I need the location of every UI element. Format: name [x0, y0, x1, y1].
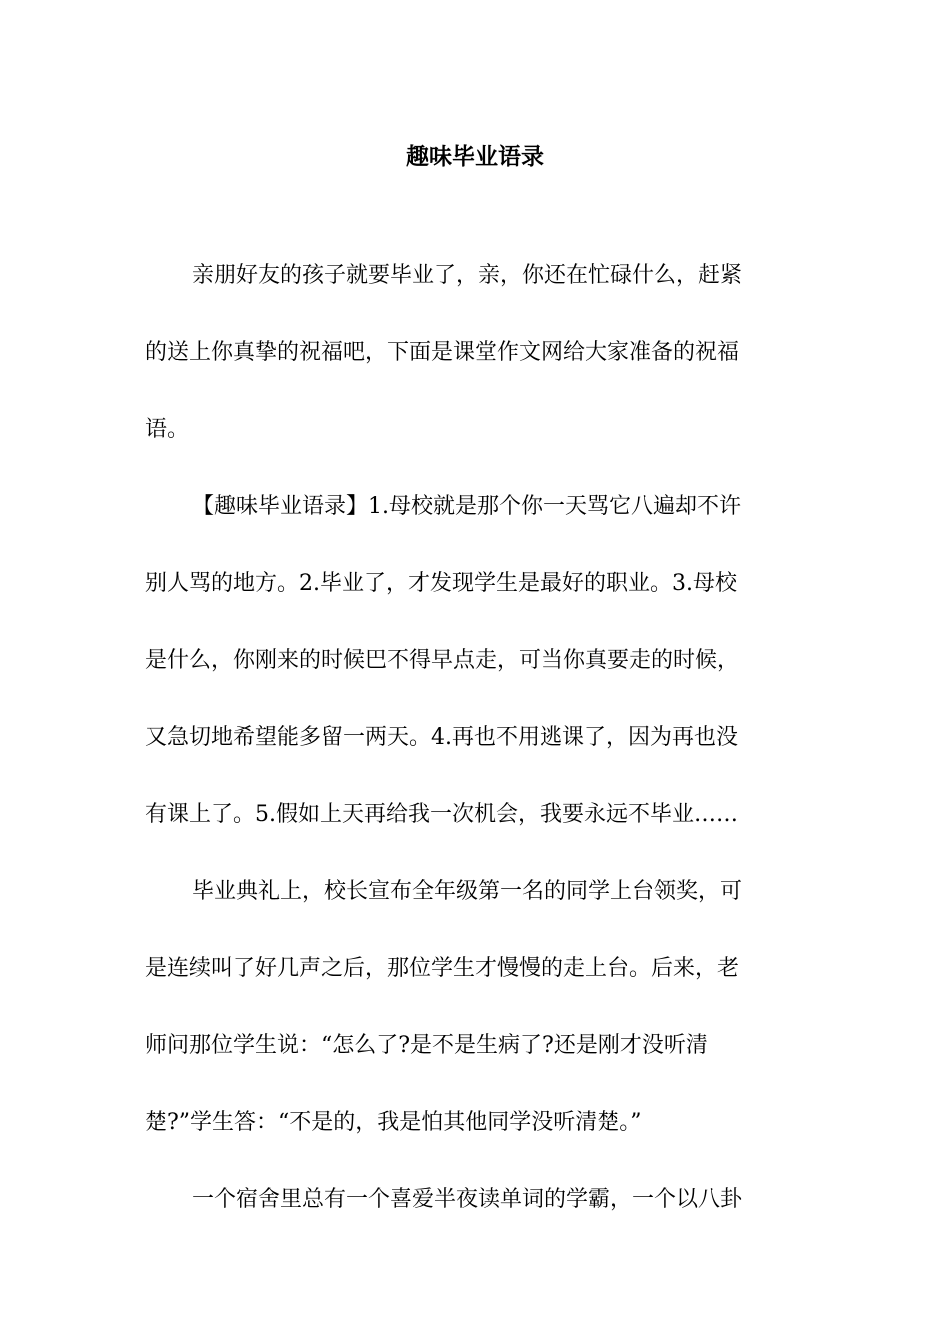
paragraph-1 [145, 258, 807, 451]
paragraph-line: 毕业典礼上，校长宣布全年级第一名的同学上台领奖，可 [192, 879, 743, 904]
document-title: 趣味毕业语录 [406, 144, 544, 170]
paragraph-line: 语。 [145, 417, 190, 442]
document-body [145, 258, 807, 1259]
paragraph-line: 的送上你真挚的祝福吧，下面是课堂作文网给大家准备的祝福 [145, 340, 740, 365]
paragraph-line: 亲朋好友的孩子就要毕业了，亲，你还在忙碌什么，赶紧 [192, 263, 743, 288]
paragraph-line: 一个宿舍里总有一个喜爱半夜读单词的学霸，一个以八卦 [192, 1187, 743, 1212]
paragraph-3 [145, 874, 807, 1144]
paragraph-line: 别人骂的地方。2.毕业了，才发现学生是最好的职业。3.母校 [145, 571, 737, 596]
paragraph-line: 有课上了。5.假如上天再给我一次机会，我要永远不毕业…… [145, 802, 738, 827]
paragraph-line: 【趣味毕业语录】1.母校就是那个你一天骂它八遍却不许 [192, 494, 741, 519]
paragraph-line: 是什么，你刚来的时候巴不得早点走，可当你真要走的时候， [145, 648, 740, 673]
paragraph-2 [145, 489, 807, 836]
paragraph-line: 楚?”学生答：“不是的，我是怕其他同学没听清楚。” [145, 1110, 642, 1135]
paragraph-line: 又急切地希望能多留一两天。4.再也不用逃课了，因为再也没 [145, 725, 738, 750]
paragraph-4 [145, 1182, 807, 1221]
paragraph-line: 师问那位学生说：“怎么了?是不是生病了?还是刚才没听清 [145, 1033, 708, 1058]
paragraph-line: 是连续叫了好几声之后，那位学生才慢慢的走上台。后来，老 [145, 956, 740, 981]
